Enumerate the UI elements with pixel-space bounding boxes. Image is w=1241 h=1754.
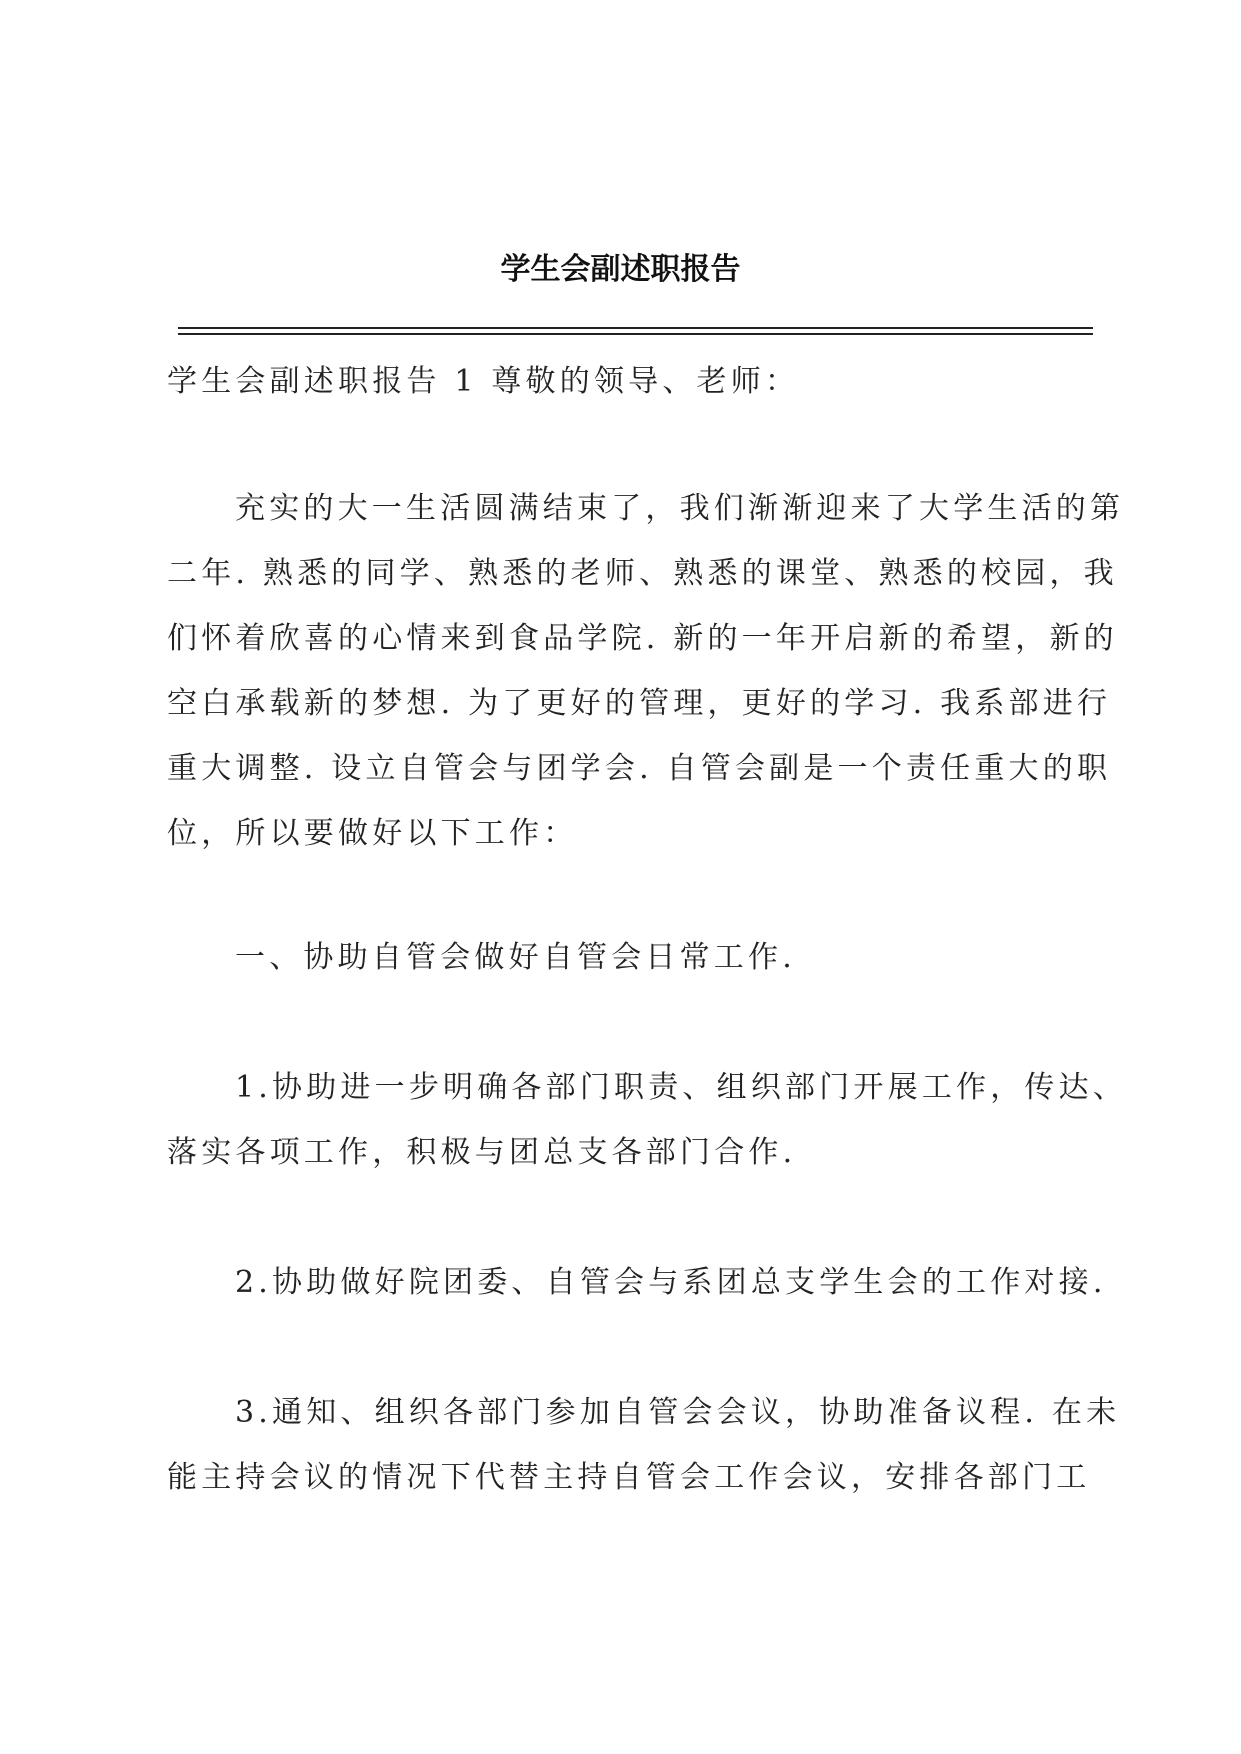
list-item-3 (167, 1380, 1121, 1510)
list-item-line: 能主持会议的情况下代替主持自管会工作会议，安排各部门工 (167, 1460, 1091, 1495)
intro-line: 空白承载新的梦想. 为了更好的管理，更好的学习. 我系部进行 (167, 686, 1112, 721)
list-item-2 (167, 1250, 1107, 1315)
document-title: 学生会副述职报告 (500, 252, 741, 287)
section-heading-line: 一、协助自管会做好自管会日常工作. (235, 940, 796, 975)
list-item-line: 3.通知、组织各部门参加自管会会议，协助准备议程. 在未 (235, 1395, 1121, 1430)
list-item-line: 1.协助进一步明确各部门职责、组织部门开展工作，传达、 (235, 1070, 1128, 1105)
intro-paragraph (167, 476, 1125, 866)
list-item-line: 2.协助做好院团委、自管会与系团总支学生会的工作对接. (235, 1265, 1107, 1300)
intro-line: 充实的大一生活圆满结束了，我们渐渐迎来了大学生活的第 (235, 491, 1125, 526)
intro-line: 位，所以要做好以下工作： (167, 816, 578, 851)
greeting-paragraph (167, 349, 1092, 414)
intro-line: 们怀着欣喜的心情来到食品学院. 新的一年开启新的希望，新的 (167, 621, 1118, 656)
intro-line: 二年. 熟悉的同学、熟悉的老师、熟悉的课堂、熟悉的校园，我 (167, 556, 1118, 591)
intro-line: 重大调整. 设立自管会与团学会. 自管会副是一个责任重大的职 (167, 751, 1112, 786)
greeting-line: 学生会副述职报告 1 尊敬的领导、老师： (167, 364, 800, 399)
list-item-line: 落实各项工作，积极与团总支各部门合作. (167, 1135, 797, 1170)
title-divider-top (178, 327, 1093, 329)
title-divider-bottom (178, 333, 1093, 335)
section-heading-1 (167, 925, 1092, 990)
list-item-1 (167, 1055, 1128, 1185)
